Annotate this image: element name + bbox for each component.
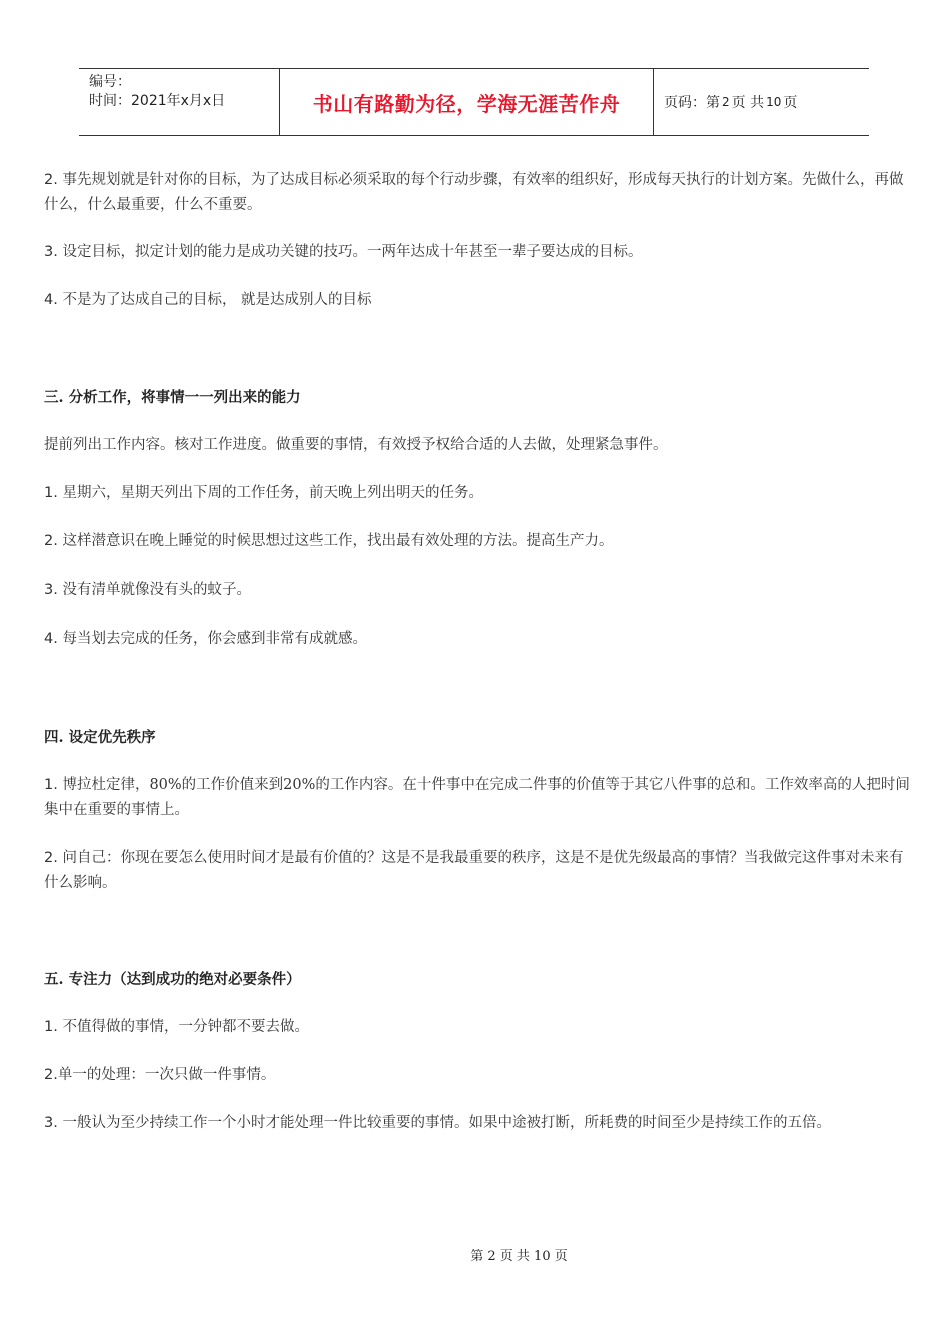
- paragraph-p8: 4. 每当划去完成的任务，你会感到非常有成就感。: [44, 631, 367, 647]
- page-label: 页码：第: [664, 95, 720, 111]
- section-heading-3: 三. 分析工作，将事情一一列出来的能力: [44, 389, 301, 406]
- paragraph-p10: 2. 问自己：你现在要怎么使用时间才是最有价值的？这是不是我最重要的秩序，这是不是优先级最高的事情？当我做完这件事对未来有什么影响。: [44, 850, 904, 891]
- motto-text: 书山有路勤为径，学海无涯苦作舟: [312, 91, 621, 116]
- paragraph-p2: 3. 设定目标，拟定计划的能力是成功关键的技巧。一两年达成十年甚至一辈子要达成的目标。: [44, 244, 643, 260]
- document-body: [44, 168, 912, 1136]
- paragraph-p4: 提前列出工作内容。核对工作进度。做重要的事情，有效授予权给合适的人去做，处理紧急事件。: [44, 437, 668, 453]
- page-end: 页: [783, 95, 798, 111]
- header-page-cell: [654, 69, 869, 135]
- header-table: [79, 68, 869, 136]
- page-footer: 第 2 页 共 10 页: [470, 1249, 568, 1264]
- paragraph-p12: 2.单一的处理：一次只做一件事情。: [44, 1067, 276, 1083]
- page-total: 10: [766, 95, 782, 109]
- paragraph-p9: 1. 博拉杜定律，80%的工作价值来到20%的工作内容。在十件事中在完成二件事的价值等于其它八件事的总和。工作效率高的人把时间集中在重要的事情上。: [44, 777, 910, 818]
- page-current: 2: [722, 95, 730, 109]
- paragraph-p5: 1. 星期六，星期天列出下周的工作任务，前天晚上列出明天的任务。: [44, 485, 483, 501]
- header-info-cell: [79, 69, 280, 135]
- date-label: 时间：2021年x月x日: [89, 93, 226, 109]
- section-heading-5: 五. 专注力（达到成功的绝对必要条件）: [44, 971, 301, 988]
- paragraph-p13: 3. 一般认为至少持续工作一个小时才能处理一件比较重要的事情。如果中途被打断，所耗费的时间至少是持续工作的五倍。: [44, 1115, 831, 1131]
- section-heading-4: 四. 设定优先秩序: [44, 729, 156, 746]
- page-mid: 页 共: [731, 95, 765, 111]
- paragraph-p3: 4. 不是为了达成自己的目标， 就是达成别人的目标: [44, 292, 372, 308]
- number-label: 编号：: [89, 74, 131, 90]
- header-motto-cell: [280, 69, 654, 135]
- paragraph-p6: 2. 这样潜意识在晚上睡觉的时候思想过这些工作，找出最有效处理的方法。提高生产力。: [44, 533, 614, 549]
- paragraph-p1: 2. 事先规划就是针对你的目标，为了达成目标必须采取的每个行动步骤，有效率的组织好，形成每天执行的计划方案。先做什么，再做什么，什么最重要，什么不重要。: [44, 172, 904, 213]
- paragraph-p7: 3. 没有清单就像没有头的蚊子。: [44, 582, 251, 598]
- paragraph-p11: 1. 不值得做的事情，一分钟都不要去做。: [44, 1019, 309, 1035]
